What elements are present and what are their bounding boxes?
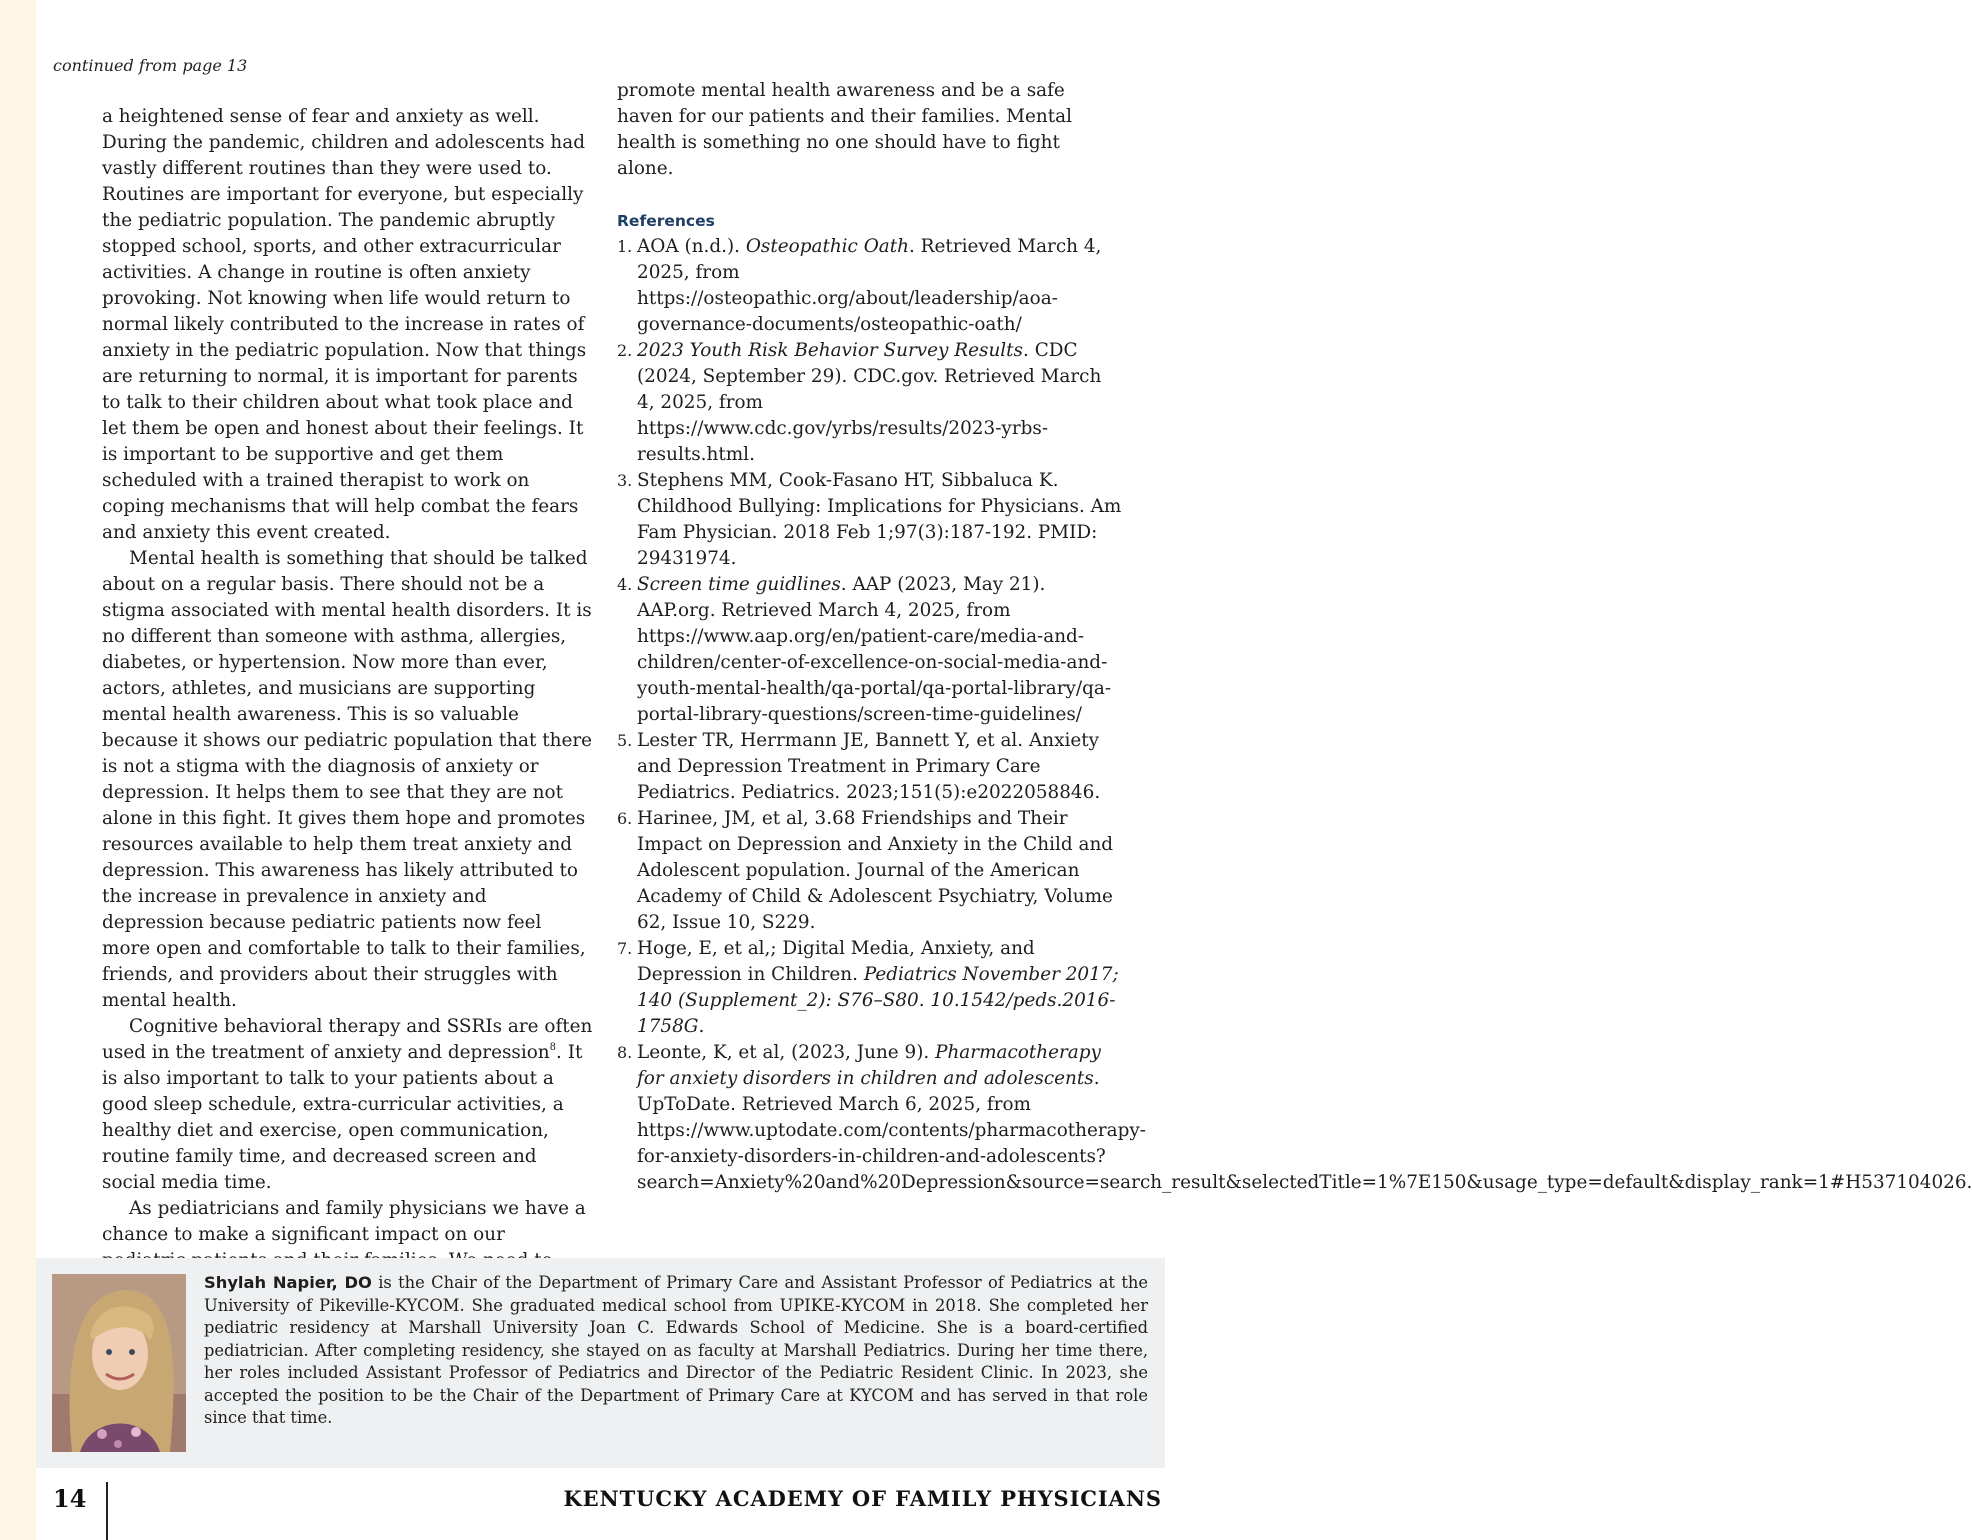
author-bio-text: is the Chair of the Department of Primary Care and Assistant Professor of Pediatrics at the University of Pikeville-KYCOM. She graduated medical school from UPIKE-KYCOM in 2018. She completed her pediatric residency at Marshall University Joan C. Edwards School of Medicine. She is a board-certified pediatrician. After completing residency, she stayed on as faculty at Marshall Pediatrics. During her time there, her roles included Assistant Professor of Pediatrics and Director of the Pediatric Resident Clinic. In 2023, she accepted the position to be the Chair of the Department of Primary Care at KYCOM and has served in that role since that time. (204, 1273, 1148, 1427)
reference-title: 2023 Youth Risk Behavior Survey Results (637, 340, 1023, 361)
reference-number: 7. (617, 939, 633, 958)
reference-item (617, 338, 1122, 468)
paragraph-text: Cognitive behavioral therapy and SSRIs are often used in the treatment of anxiety and depression (102, 1016, 593, 1063)
body-paragraph: As pediatricians and family physicians we have a chance to make a significant impact on our (102, 1198, 586, 1245)
reference-number: 4. (617, 575, 633, 594)
reference-item (617, 234, 1122, 338)
reference-item (617, 572, 1122, 728)
paragraph-text: . It is also important to talk to your patients about a good sleep schedule, extra-curricular activities, a healthy diet and exercise, open communication, routine family time, and decreased screen and social media time. (102, 1042, 583, 1193)
reference-item (617, 1040, 1972, 1196)
reference-text: Hoge, E, et al,; Digital Media, Anxiety, and Depression in Children. (637, 938, 1035, 985)
author-bio (204, 1272, 1148, 1430)
reference-title: Osteopathic Oath (745, 236, 909, 257)
reference-title: Screen time guidlines (637, 574, 841, 595)
reference-title: Pharmacotherapy for anxiety disorders in children and adolescents (637, 1042, 1101, 1089)
author-bio-box (36, 1258, 1165, 1468)
reference-text: . AAP (2023, May 21). AAP.org. Retrieved March 4, 2025, from https://www.aap.org/en/patient-care/media-and-children/center-of-excellence-on-social-media-and-youth-mental-health/qa-portal/qa-portal-library/qa-portal-library-questions/screen-time-guidelines/ (637, 574, 1112, 725)
references-list (617, 234, 1972, 1196)
reference-title: Pediatrics November 2017; 140 (Supplement_2): S76–S80. 10.1542/peds.2016-1758G (637, 964, 1119, 1037)
references-heading: References (617, 212, 715, 230)
reference-item (617, 806, 1122, 936)
author-name: Shylah Napier, DO (204, 1273, 372, 1292)
reference-text: . (698, 1016, 705, 1037)
reference-number: 1. (617, 237, 633, 256)
reference-text: Harinee, JM, et al, 3.68 Friendships and Their Impact on Depression and Anxiety in the Child and Adolescent population. Journal of the American Academy of Child & Adolescent Psychiatry, Volume 62, Issue 10, S229. (637, 808, 1114, 933)
footer-divider (106, 1482, 108, 1540)
reference-item (617, 468, 1122, 572)
author-photo (52, 1274, 186, 1452)
reference-number: 5. (617, 731, 633, 750)
reference-item (617, 936, 1122, 1040)
body-paragraph: Mental health is something that should be talked about on a regular basis. There should not be a stigma associated with mental health disorders. It is no different than someone with asthma, allergies, diabetes, or hypertension. Now more than ever, actors, athletes, and musicians are supporting mental health awareness. This is so valuable because it shows our pediatric population that there is not a stigma with the diagnosis of anxiety or depression. It helps them to see that they are not alone in this fight. It gives them hope and promotes resources available to help them treat anxiety and depression. This awareness has likely attributed to the increase in prevalence in anxiety and depression because pediatric patients now feel more open and comfortable to talk to their families, friends, and providers about their struggles with mental health. (102, 548, 593, 1011)
reference-number: 6. (617, 809, 633, 828)
publication-title: KENTUCKY ACADEMY OF FAMILY PHYSICIANS (563, 1486, 1162, 1511)
reference-number: 8. (617, 1043, 633, 1062)
reference-text: Leonte, K, et al, (2023, June 9). (637, 1042, 936, 1063)
body-paragraph: a heightened sense of fear and anxiety as well. During the pandemic, children and adolescents had vastly different routines than they were used to. Routines are important for everyone, but especially the pediatric population. The pandemic abruptly stopped school, sports, and other extracurricular activities. A change in routine is often anxiety provoking. Not knowing when life would return to normal likely contributed to the increase in rates of anxiety in the pediatric population. Now that things are returning to normal, it is important for parents to talk to their children about what took place and let them be open and honest about their feelings. It is important to be supportive and get them scheduled with a trained therapist to work on coping mechanisms that will help combat the fears and anxiety this event created. (102, 106, 587, 543)
page-number: 14 (53, 1484, 87, 1513)
page-margin-strip (0, 0, 36, 1540)
citation-superscript: 8 (549, 1042, 557, 1053)
reference-text: . Retrieved March 4, 2025, from https://osteopathic.org/about/leadership/aoa-governance-documents/osteopathic-oath/ (637, 236, 1102, 335)
reference-number: 3. (617, 471, 633, 490)
body-paragraph: promote mental health awareness and be a safe haven for our patients and their families. Mental health is something no one should have to fight alone. (617, 80, 1072, 179)
reference-text: Stephens MM, Cook-Fasano HT, Sibbaluca K. Childhood Bullying: Implications for Physicians. Am Fam Physician. 2018 Feb 1;97(3):187-192. PMID: 29431974. (637, 470, 1122, 569)
reference-text: . CDC (2024, September 29). CDC.gov. Retrieved March 4, 2025, from https://www.cdc.gov/yrbs/results/2023-yrbs-results.html. (637, 340, 1102, 465)
left-column (102, 104, 594, 1274)
reference-number: 2. (617, 341, 633, 360)
reference-text: . UpToDate. Retrieved March 6, 2025, from https://www.uptodate.com/contents/pharmacotherapy-for-anxiety-disorders-in-children-and-adolescents?search=Anxiety%20and%20Depression&source=search_result&selectedTitle=1%7E150&usage_type=default&display_rank=1#H537104026. (637, 1068, 1972, 1193)
reference-text: Lester TR, Herrmann JE, Bannett Y, et al. Anxiety and Depression Treatment in Primary Care Pediatrics. Pediatrics. 2023;151(5):e2022058846. (637, 730, 1101, 803)
reference-text: AOA (n.d.). (637, 236, 746, 257)
continued-note: continued from page 13 (53, 56, 248, 75)
reference-item (617, 728, 1122, 806)
right-column (617, 78, 1972, 1196)
body-paragraph (102, 1014, 594, 1196)
